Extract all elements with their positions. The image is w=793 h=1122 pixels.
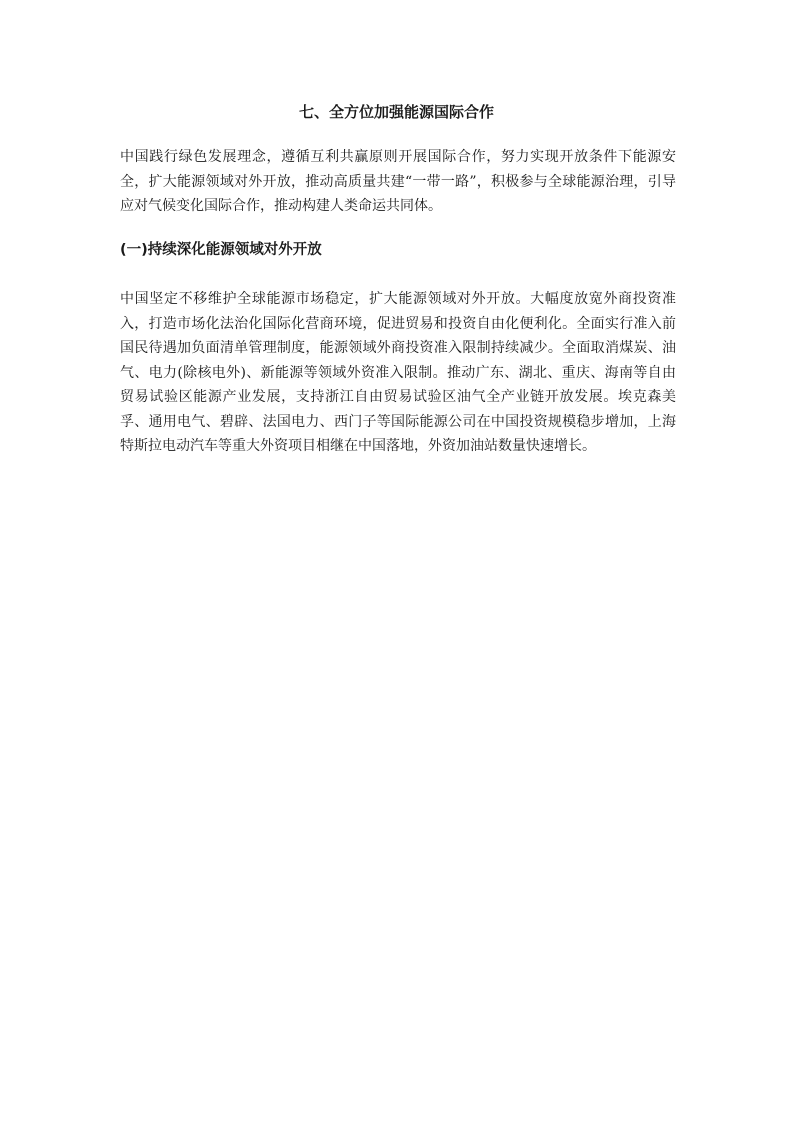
subsection-heading: (一)持续深化能源领域对外开放 bbox=[120, 242, 322, 258]
section-title: 七、全方位加强能源国际合作 bbox=[298, 103, 494, 121]
subsection-paragraph: 中国坚定不移维护全球能源市场稳定，扩大能源领域对外开放。大幅度放宽外商投资准入，打造市场化法治化国际化营商环境，促进贸易和投资自由化便利化。全面实行准入前国民待遇加负面清单管理制度，能源领域外商投资准入限制持续减少。全面取消煤炭、油气、电力(除核电外)、新能源等领域外资准入限制。推动广东、湖北、重庆、海南等自由贸易试验区能源产业发展，支持浙江自由贸易试验区油气全产业链开放发展。埃克森美孚、通用电气、碧辟、法国电力、西门子等国际能源公司在中国投资规模稳步增加，上海特斯拉电动汽车等重大外资项目相继在中国落地，外资加油站数量快速增长。 bbox=[120, 291, 676, 454]
intro-paragraph: 中国践行绿色发展理念，遵循互利共赢原则开展国际合作，努力实现开放条件下能源安全，扩大能源领域对外开放，推动高质量共建“一带一路”，积极参与全球能源治理，引导应对气候变化国际合作，推动构建人类命运共同体。 bbox=[120, 149, 676, 214]
